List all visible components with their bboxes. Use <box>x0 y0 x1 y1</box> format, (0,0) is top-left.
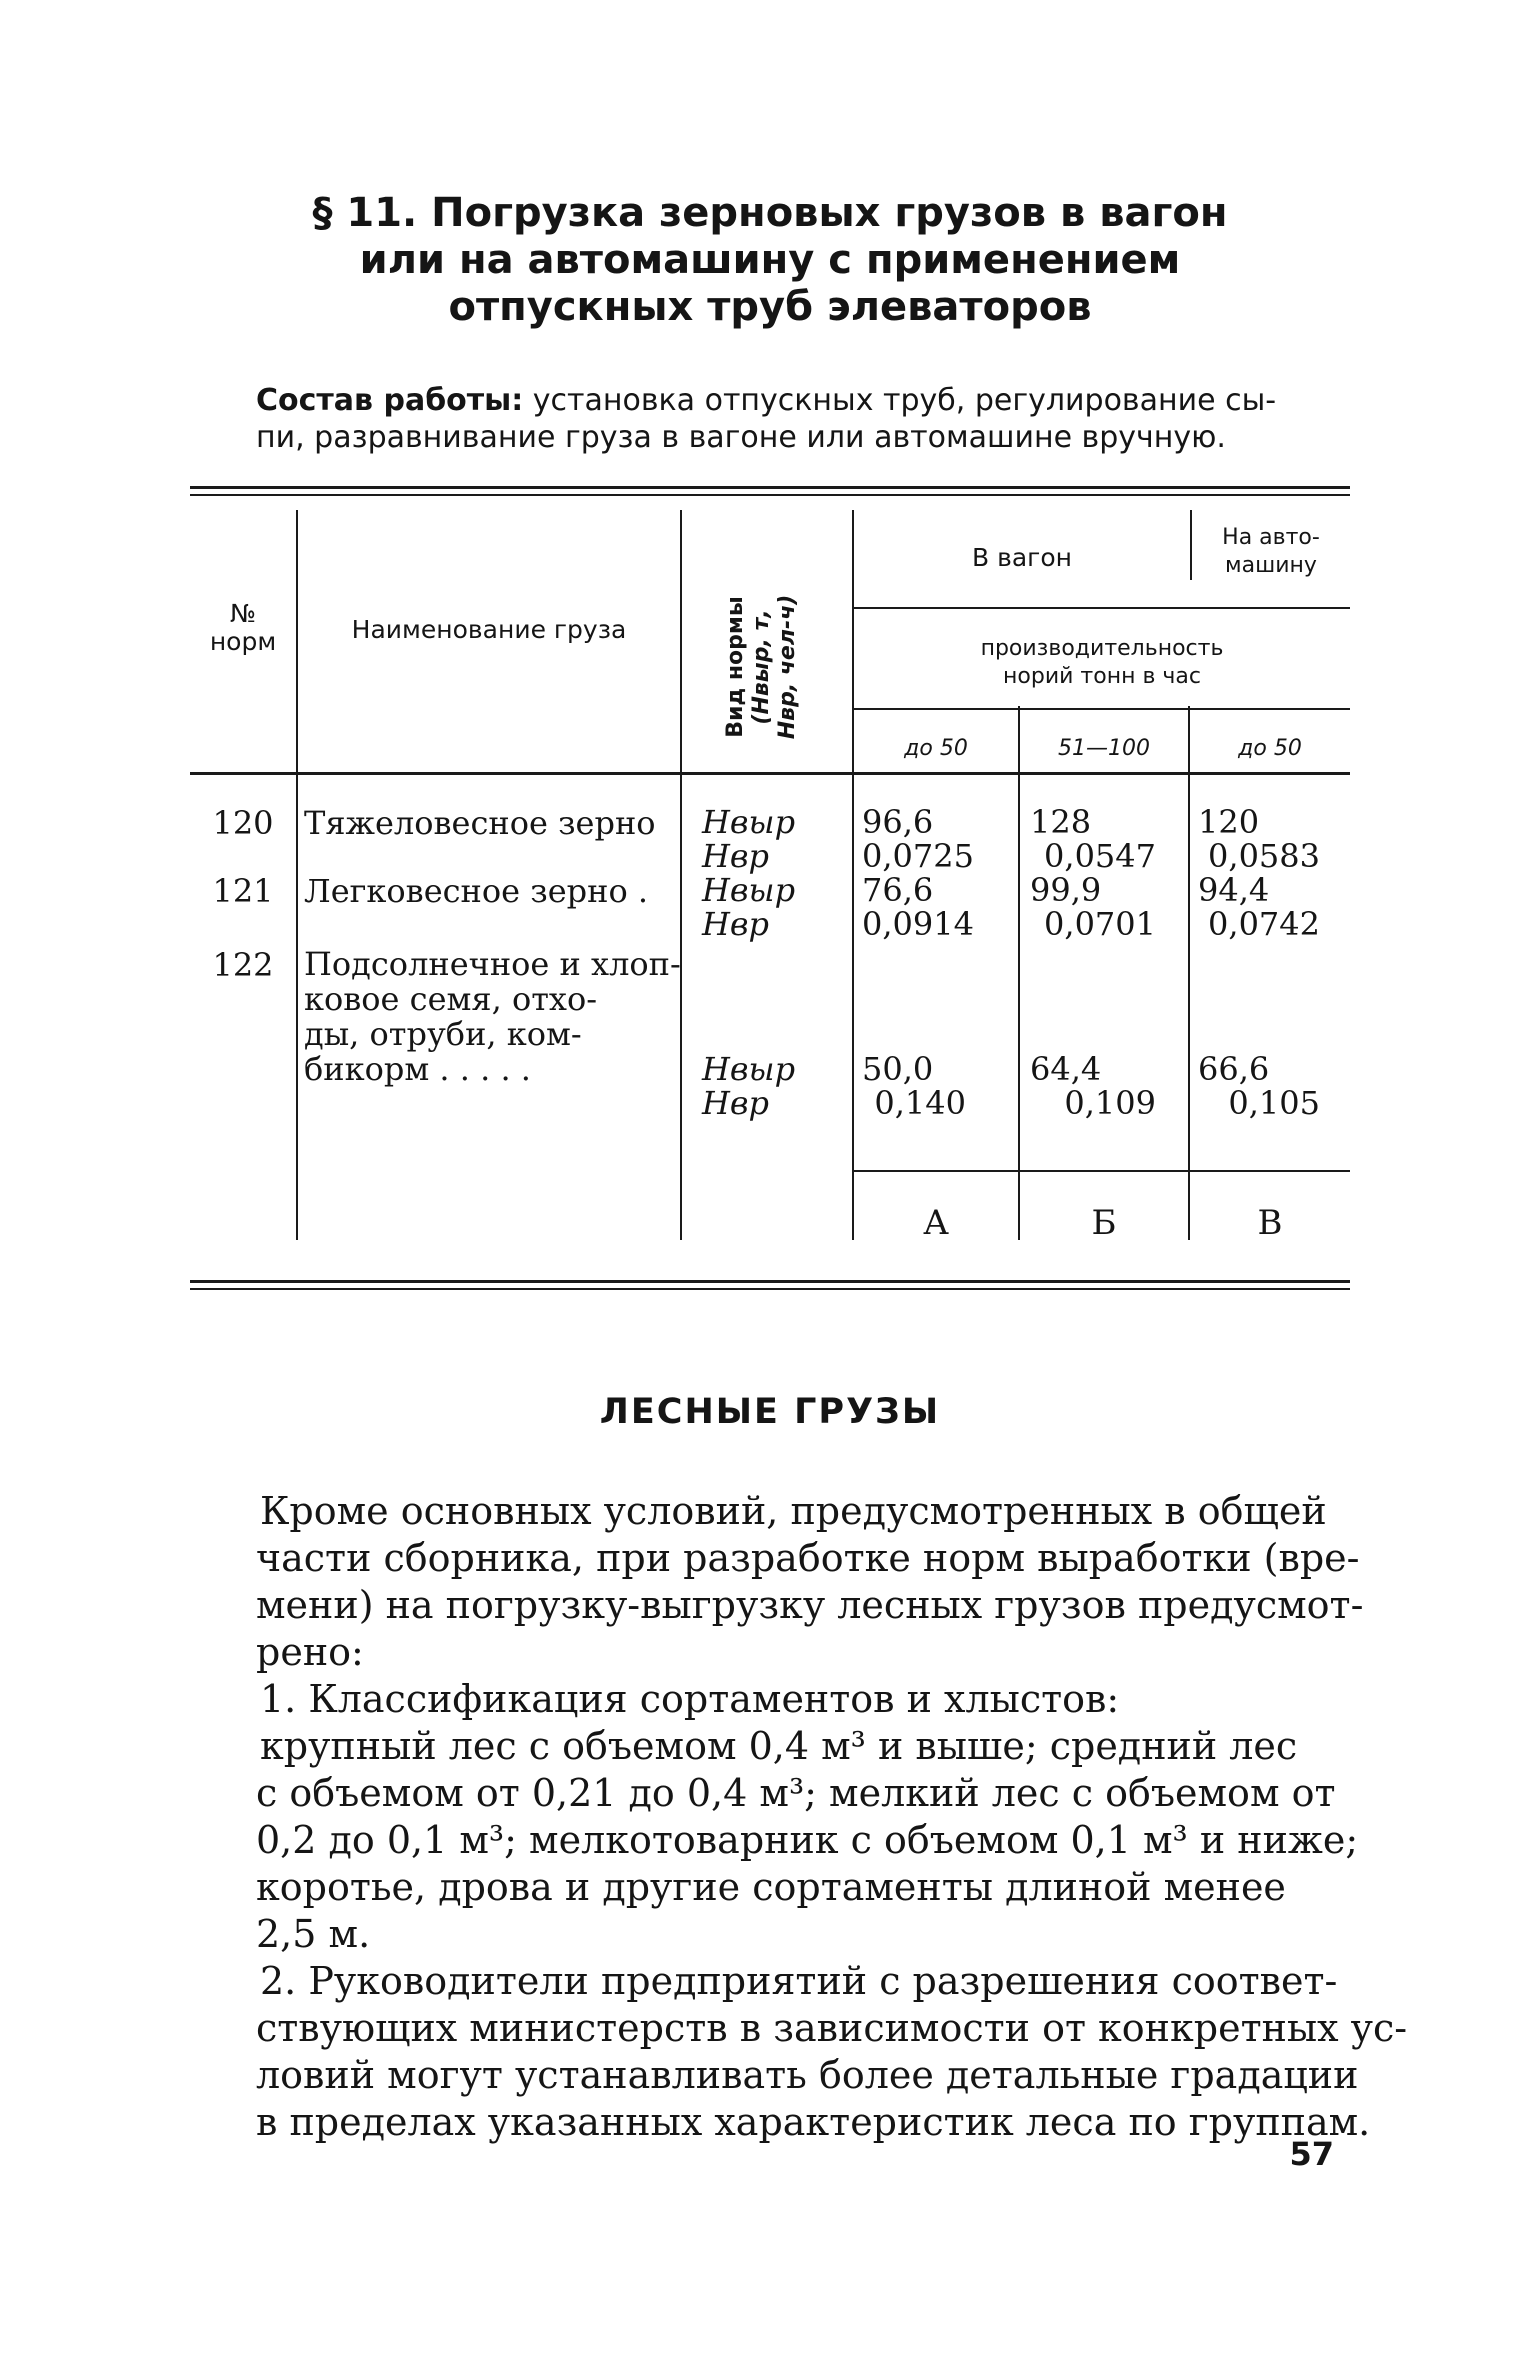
value-truck-to50: 94,4 0,0742 <box>1198 871 1320 943</box>
norm-kind: Нвыр Нвр <box>702 803 796 875</box>
value-wagon-to50: 76,6 0,0914 <box>862 871 974 943</box>
cargo-name: Подсолнечное и хлоп- ковое семя, отхо- ды, отруби, ком- бикорм . . . . . <box>304 945 681 1088</box>
table-rule <box>190 1280 1350 1283</box>
value-truck-to50: 66,6 0,105 <box>1198 1050 1320 1122</box>
header-cargo-name: Наименование груза <box>351 615 627 644</box>
header-to-truck: На авто- машину <box>1222 525 1320 578</box>
column-letter: А <box>923 1203 949 1243</box>
work-composition-label: Состав работы: <box>256 383 524 418</box>
header-no: № норм <box>209 599 277 656</box>
item-2-text: 2. Руководители предприятий с разрешения соответ- ствующих министерств в зависимости от конкретных ус- ловий могут устанавливать более детальные градации в пределах указанных характеристик леса по группам. <box>256 1959 1408 2144</box>
column-letter: Б <box>1091 1203 1117 1243</box>
cargo-name: Легковесное зерно . <box>304 872 649 910</box>
header-range: 51—100 <box>1058 736 1150 761</box>
column-divider <box>1018 706 1020 1240</box>
column-divider <box>1188 706 1190 1240</box>
header-divider <box>852 607 1350 609</box>
header-range: до 50 <box>904 736 968 761</box>
item-1-title: 1. Классификация сортаментов и хлыстов: <box>260 1677 1120 1721</box>
letters-divider <box>852 1170 1350 1172</box>
norm-kind: Нвыр Нвр <box>702 1050 796 1122</box>
row-number: 121 <box>212 872 274 910</box>
section-title: ЛЕСНЫЕ ГРУЗЫ <box>599 1392 941 1432</box>
item-1-text: крупный лес с объемом 0,4 м³ и выше; средний лес с объемом от 0,21 до 0,4 м³; мелкий лес с объемом от 0,2 до 0,1 м³; мелкотоварник с объемом 0,1 м³ и ниже; коротье, дрова и другие сортаменты длиной менее 2,5 м. <box>256 1724 1359 1956</box>
value-wagon-to50: 96,6 0,0725 <box>862 803 974 875</box>
work-composition-text: пи, разравнивание груза в вагоне или автомашине вручную. <box>256 420 1226 455</box>
table-rule <box>190 1288 1350 1290</box>
row-number: 122 <box>212 946 274 984</box>
heading-line: § 11. Погрузка зерновых грузов в вагон <box>312 190 1228 236</box>
value-truck-to50: 120 0,0583 <box>1198 803 1320 875</box>
column-letter: В <box>1257 1203 1283 1243</box>
section-heading <box>195 190 1345 331</box>
paragraph-conditions: Кроме основных условий, предусмотренных в общей части сборника, при разработке норм выработки (вре- мени) на погрузку-выгрузку лесных грузов предусмот- рено: <box>256 1489 1364 1674</box>
heading-line: отпускных труб элеваторов <box>448 284 1092 330</box>
value-wagon-to50: 50,0 0,140 <box>862 1050 966 1122</box>
column-divider <box>852 510 854 1240</box>
table-rule <box>190 486 1350 489</box>
work-composition <box>256 382 1336 456</box>
value-wagon-51-100: 99,9 0,0701 <box>1030 871 1156 943</box>
table-rule <box>190 494 1350 496</box>
header-range: до 50 <box>1238 736 1302 761</box>
norms-table <box>190 480 1350 1300</box>
page-number: 57 <box>1289 2135 1334 2173</box>
value-wagon-51-100: 128 0,0547 <box>1030 803 1156 875</box>
header-productivity: производительность норий тонн в час <box>980 636 1224 689</box>
column-divider <box>680 510 682 1240</box>
header-to-wagon: В вагон <box>972 543 1072 572</box>
cargo-name: Тяжеловесное зерно <box>304 804 656 842</box>
header-divider <box>852 708 1350 710</box>
heading-line: или на автомашину с применением <box>359 237 1181 283</box>
value-wagon-51-100: 64,4 0,109 <box>1030 1050 1156 1122</box>
norm-kind: Нвыр Нвр <box>702 871 796 943</box>
work-composition-text: установка отпускных труб, регулирование сы- <box>523 383 1277 418</box>
header-norm-kind: Вид нормы (Нвыр, т, Нвр, чел-ч) <box>723 594 800 740</box>
row-number: 120 <box>212 804 274 842</box>
